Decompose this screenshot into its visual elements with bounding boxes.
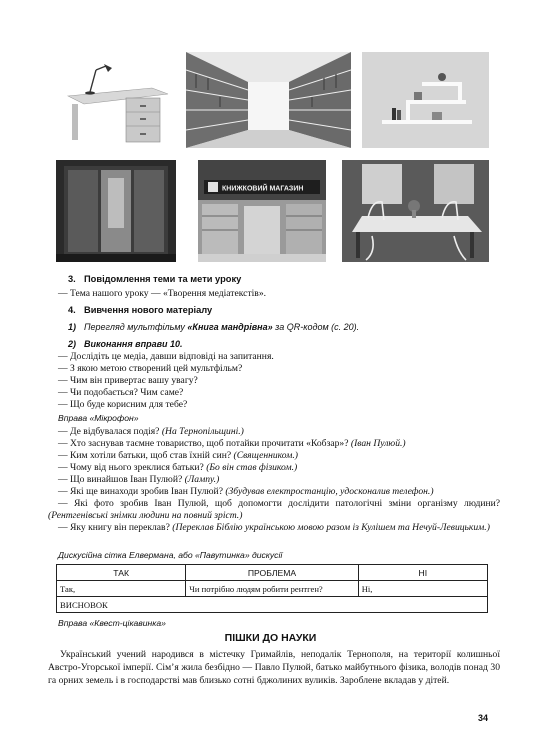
table-row (57, 597, 488, 613)
question-line: — Чи подобається? Чим саме? (58, 387, 184, 398)
wall-shelf-photo (362, 52, 489, 148)
bookstore-photo (198, 160, 326, 262)
table-header-row (57, 565, 488, 581)
quest-label: Вправа «Квест-цікавинка» (58, 618, 166, 628)
page-number: 34 (478, 713, 489, 723)
qa-line: — Чому від нього зреклися батьки? (Бо він став фізиком.) (58, 462, 298, 473)
conclusion-cell: ВИСНОВОК (57, 597, 488, 613)
microphone-label: Вправа «Мікрофон» (58, 413, 139, 423)
wardrobe-photo (56, 160, 176, 262)
cell-no: Ні, (358, 581, 487, 597)
qa-line: — Ким хотіли батьки, щоб став їхній син? (Священником.) (58, 450, 298, 461)
qa-line: — Які ще винаходи зробив Іван Пулюй? (Збудував електростанцію, удосконалив телефон.) (58, 486, 434, 497)
question-line: — Що буде корисним для тебе? (58, 399, 188, 410)
header-no: НІ (358, 565, 487, 581)
cell-yes: Так, (57, 581, 186, 597)
question-line: — Чим він привертає вашу увагу? (58, 375, 198, 386)
qa-line: — Хто заснував таємне товариство, щоб потайки прочитати «Кобзар»? (Іван Пулюй.) (58, 438, 406, 449)
story-heading: ПІШКИ ДО НАУКИ (224, 632, 317, 644)
question-line: — З якою метою створений цей мультфільм? (58, 363, 243, 374)
header-yes: ТАК (57, 565, 186, 581)
table-row (57, 581, 488, 597)
dining-room-photo (342, 160, 489, 262)
question-line: — Дослідіть це медіа, давши відповіді на запитання. (58, 351, 274, 362)
discussion-grid-table (56, 564, 488, 613)
discussion-grid-label: Дискусійна сітка Елвермана, або «Павутинка» дискусії (58, 550, 283, 560)
cell-problem: Чи потрібно людям робити рентген? (186, 581, 358, 597)
exercise-10-task: 2) Виконання вправи 10. (68, 339, 183, 349)
qa-line: — Де відбувалася подія? (На Тернопільщині.) (58, 426, 244, 437)
library-shelves-photo (186, 52, 351, 148)
story-paragraph: Український учений народився в містечку Гримайлів, неподалік Тернополя, на території колишньої Австро-Угорської імперії. Сім’я жила безбідно — Павло Пулюй, батько майбутнього фізика, володів понад 30 га орних земель і в господарстві мав близько сотні бджолиних вуликів. Зароблене вкладав у дітей. (48, 649, 500, 686)
section-3-title: 3. Повідомлення теми та мети уроку (68, 274, 242, 284)
section-4-title: 4. Вивчення нового матеріалу (68, 305, 213, 315)
qa-paragraph: — Які фото зробив Іван Пулюй, щоб допомогти дослідити патологічні зміни організму людини? (Рентгенівські знімки людини на повний зріст.) (48, 498, 500, 522)
bookstore-sign: КНИЖКОВИЙ МАГАЗИН (222, 185, 304, 193)
qa-paragraph: — Яку книгу він переклав? (Переклав Біблію українською мовою разом із Кулішем та Нечуй-Левицьким.) (58, 522, 490, 533)
qa-line: — Що винайшов Іван Пулюй? (Лампу.) (58, 474, 220, 485)
desk-photo (56, 52, 176, 148)
cartoon-task: 1) Перегляд мультфільму «Книга мандрівна» за QR-кодом (с. 20). (68, 322, 360, 332)
topic-line: — Тема нашого уроку — «Творення медіатекстів». (58, 288, 267, 299)
header-problem: ПРОБЛЕМА (186, 565, 358, 581)
